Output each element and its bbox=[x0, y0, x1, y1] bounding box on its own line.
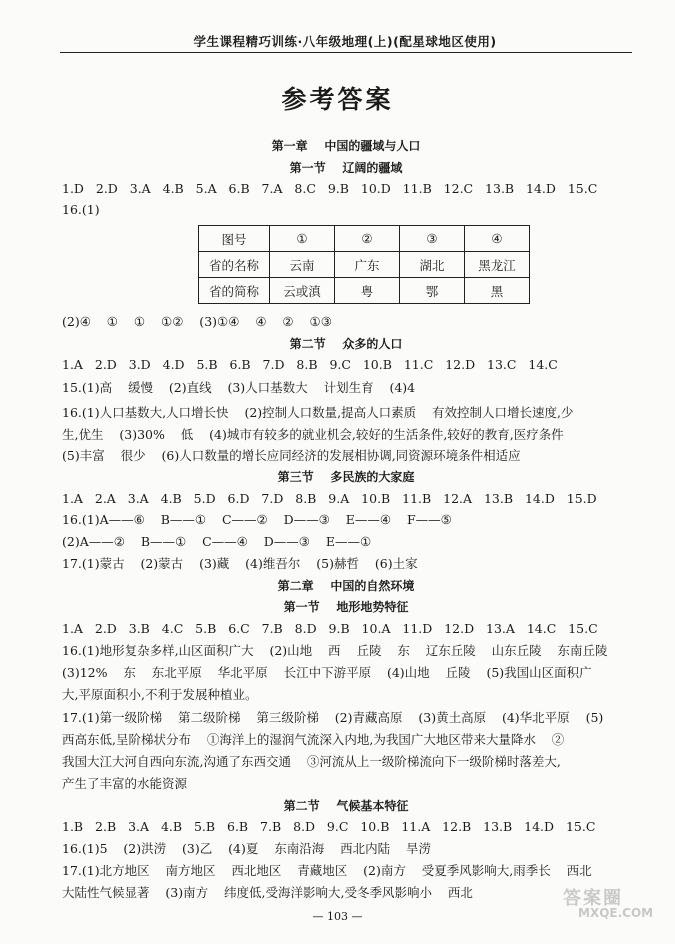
chapter-2-heading: 第二章 中国的自然环境 bbox=[277, 579, 415, 593]
ch1-section-2-heading: 第二节 众多的人口 bbox=[289, 337, 403, 351]
province-table bbox=[198, 225, 530, 304]
answer-line: 16.(1)地形复杂多样,山区面积广大 (2)山地 西 丘陵 东 辽东丘陵 山东丘陵 东南丘陵 bbox=[62, 643, 608, 658]
table-cell: ③ bbox=[400, 226, 465, 252]
table-cell: 广东 bbox=[335, 252, 400, 278]
table-cell: ② bbox=[335, 226, 400, 252]
answer-line: 大,平原面积小,不利于发展种植业。 bbox=[62, 687, 258, 702]
table-cell: 黑龙江 bbox=[465, 252, 530, 278]
answer-line: 15.(1)高 缓慢 (2)直线 (3)人口基数大 计划生育 (4)4 bbox=[62, 380, 416, 395]
ch1-section-1-heading: 第一节 辽阔的疆域 bbox=[289, 161, 403, 175]
table-row bbox=[199, 226, 530, 252]
table-cell: 云或滇 bbox=[270, 278, 335, 304]
answer-line: 生,优生 (3)30% 低 (4)城市有较多的就业机会,较好的生活条件,较好的教育,医疗条件 bbox=[62, 427, 564, 442]
answer-line: 我国大江大河自西向东流,沟通了东西交通 ③河流从上一级阶梯流向下一级阶梯时落差大, bbox=[62, 754, 561, 769]
answer-line: 16.(1)A——⑥ B——① C——② D——③ E——④ F——⑤ bbox=[62, 512, 452, 527]
answer-line: 大陆性气候显著 (3)南方 纬度低,受海洋影响大,受冬季风影响小 西北 bbox=[62, 885, 473, 900]
header-rule bbox=[60, 52, 632, 53]
watermark-logo: 答案圈 bbox=[563, 888, 623, 909]
answer-line: 16.(1)人口基数大,人口增长快 (2)控制人口数量,提高人口素质 有效控制人口增长速度,少 bbox=[62, 405, 574, 420]
page-title: 参考答案 bbox=[281, 85, 394, 114]
ch2-section-1-heading: 第一节 地形地势特征 bbox=[283, 600, 409, 614]
table-cell: 鄂 bbox=[400, 278, 465, 304]
answer-line: 1.A 2.A 3.A 4.B 5.D 6.D 7.D 8.B 9.A 10.B 11.B 12.A 13.B 14.D 15.D bbox=[62, 491, 597, 506]
table-cell: 湖北 bbox=[400, 252, 465, 278]
watermark-url: MXQE.COM bbox=[578, 906, 654, 920]
answer-line: 产生了丰富的水能资源 bbox=[62, 776, 188, 791]
answer-line: 1.A 2.D 3.B 4.C 5.B 6.C 7.B 8.D 9.B 10.A 11.D 12.D 13.A 14.C 15.C bbox=[62, 621, 598, 636]
answer-line: 西高东低,呈阶梯状分布 ①海洋上的湿润气流深入内地,为我国广大地区带来大量降水 ② bbox=[62, 732, 565, 747]
answer-line: (5)丰富 很少 (6)人口数量的增长应同经济的发展相协调,同资源环境条件相适应 bbox=[62, 448, 521, 463]
table-cell: 省的名称 bbox=[199, 252, 270, 278]
page-number: — 103 — bbox=[312, 910, 363, 923]
answer-line: 16.(1) bbox=[62, 202, 100, 217]
answer-line: 16.(1)5 (2)洪涝 (3)乙 (4)夏 东南沿海 西北内陆 旱涝 bbox=[62, 841, 432, 856]
answer-line: (2)A——② B——① C——④ D——③ E——① bbox=[62, 534, 372, 549]
answer-line: 1.D 2.D 3.A 4.B 5.A 6.B 7.A 8.C 9.B 10.D 11.B 12.C 13.B 14.D 15.C bbox=[62, 181, 598, 196]
table-cell: 图号 bbox=[199, 226, 270, 252]
answer-line: 1.A 2.D 3.D 4.D 5.B 6.B 7.D 8.B 9.C 10.B 11.C 12.D 13.C 14.C bbox=[62, 357, 558, 372]
table-cell: ① bbox=[270, 226, 335, 252]
answer-line: (3)12% 东 东北平原 华北平原 长江中下游平原 (4)山地 丘陵 (5)我国山区面积广 bbox=[62, 665, 592, 680]
table-cell: 云南 bbox=[270, 252, 335, 278]
table-cell: ④ bbox=[465, 226, 530, 252]
answer-line: (2)④ ① ① ①② (3)①④ ④ ② ①③ bbox=[62, 314, 332, 329]
table-cell: 粤 bbox=[335, 278, 400, 304]
answer-line: 1.B 2.B 3.A 4.B 5.B 6.B 7.B 8.D 9.C 10.B 11.A 12.B 13.B 14.D 15.C bbox=[62, 819, 596, 834]
running-header: 学生课程精巧训练·八年级地理(上)(配星球地区使用) bbox=[193, 34, 497, 49]
ch1-section-3-heading: 第三节 多民族的大家庭 bbox=[277, 470, 415, 484]
answer-line: 17.(1)蒙古 (2)蒙古 (3)藏 (4)维吾尔 (5)赫哲 (6)土家 bbox=[62, 556, 418, 571]
table-cell: 省的简称 bbox=[199, 278, 270, 304]
table-row bbox=[199, 278, 530, 304]
answer-line: 17.(1)北方地区 南方地区 西北地区 青藏地区 (2)南方 受夏季风影响大,雨季长 西北 bbox=[62, 863, 592, 878]
table-cell: 黑 bbox=[465, 278, 530, 304]
answer-line: 17.(1)第一级阶梯 第二级阶梯 第三级阶梯 (2)青藏高原 (3)黄土高原 (4)华北平原 (5) bbox=[62, 710, 604, 725]
chapter-1-heading: 第一章 中国的疆域与人口 bbox=[271, 139, 421, 153]
table-row bbox=[199, 252, 530, 278]
ch2-section-2-heading: 第二节 气候基本特征 bbox=[283, 799, 409, 813]
